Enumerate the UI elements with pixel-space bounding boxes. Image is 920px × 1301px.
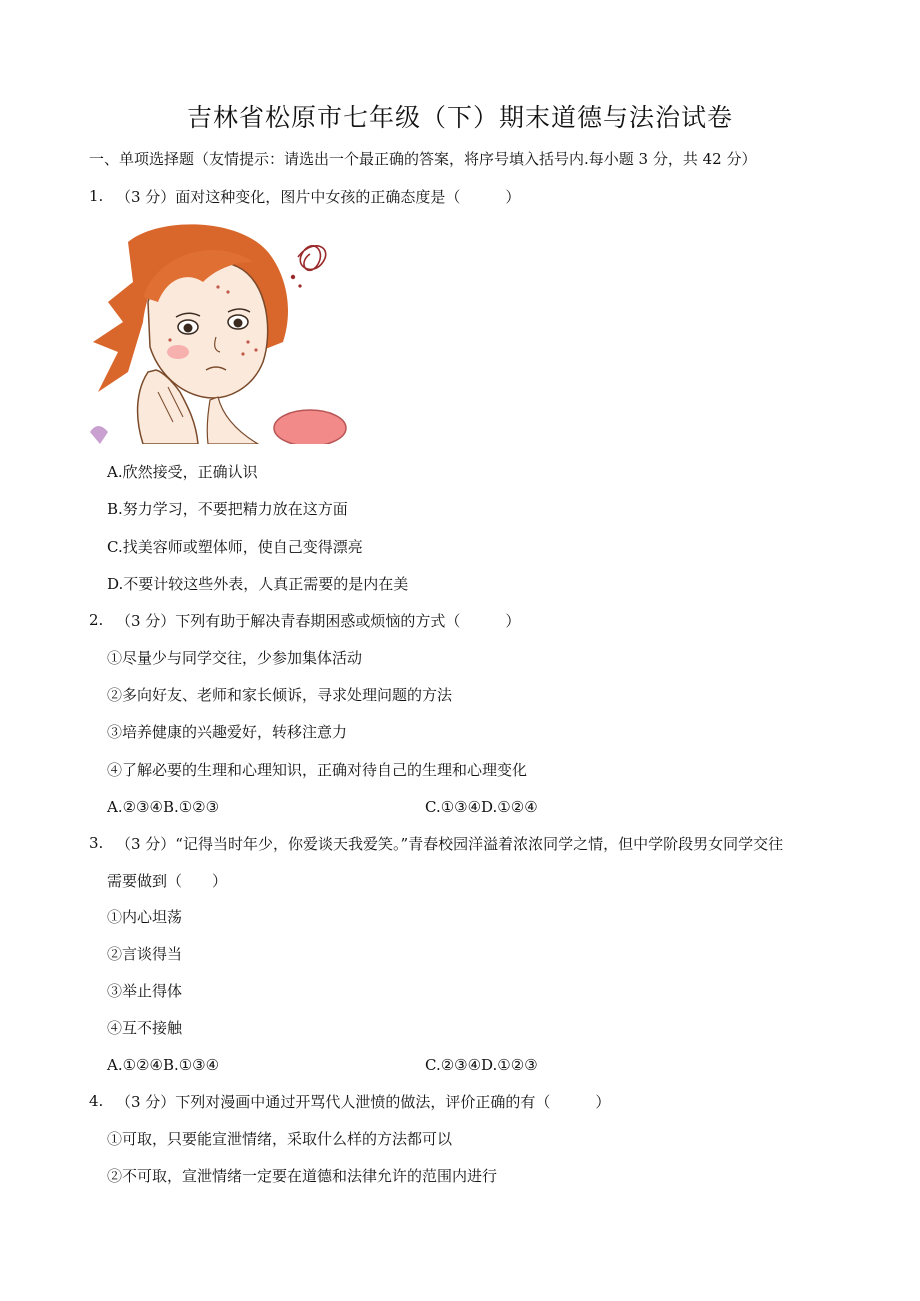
q3-options-right: C.②③④D.①②③	[425, 1056, 538, 1074]
q3-item-4: ④互不接触	[107, 1019, 183, 1037]
q4-item-1: ①可取，只要能宣泄情绪，采取什么样的方法都可以	[107, 1130, 453, 1148]
q1-option-c: C.找美容师或塑体师，使自己变得漂亮	[107, 538, 363, 556]
q3-stem-continued: 需要做到（ ）	[107, 872, 228, 890]
q3-options-left: A.①②④B.①③④	[107, 1056, 220, 1074]
q1-option-a: A.欣然接受，正确认识	[107, 463, 258, 481]
q1-stem: （3 分）面对这种变化，图片中女孩的正确态度是（ ）	[116, 188, 521, 206]
section-heading: 一、单项选择题（友情提示：请选出一个最正确的答案，将序号填入括号内.每小题 3 分，共 42 分）	[89, 150, 757, 168]
q3-item-2: ②言谈得当	[107, 945, 183, 963]
q1-option-b: B.努力学习，不要把精力放在这方面	[107, 500, 348, 518]
q1-option-d: D.不要计较这些外表，人真正需要的是内在美	[107, 575, 409, 593]
q2-options-left: A.②③④B.①②③	[107, 798, 220, 816]
q2-number: 2.	[89, 611, 104, 629]
q3-stem: （3 分）“记得当时年少，你爱谈天我爱笑。”青春校园洋溢着浓浓同学之情，但中学阶段男女同学交往	[116, 835, 784, 853]
q2-item-4: ④了解必要的生理和心理知识，正确对待自己的生理和心理变化	[107, 761, 528, 779]
q3-number: 3.	[89, 834, 104, 852]
q4-item-2: ②不可取，宣泄情绪一定要在道德和法律允许的范围内进行	[107, 1167, 498, 1185]
q3-item-3: ③举止得体	[107, 982, 183, 1000]
q4-stem: （3 分）下列对漫画中通过开骂代人泄愤的做法，评价正确的有（ ）	[116, 1093, 611, 1111]
girl-with-acne-illustration	[88, 222, 350, 444]
q2-options-right: C.①③④D.①②④	[425, 798, 538, 816]
exam-title: 吉林省松原市七年级（下）期末道德与法治试卷	[186, 103, 733, 132]
q3-item-1: ①内心坦荡	[107, 908, 183, 926]
q1-number: 1.	[89, 187, 104, 205]
q4-number: 4.	[89, 1092, 104, 1110]
q2-stem: （3 分）下列有助于解决青春期困惑或烦恼的方式（ ）	[116, 612, 521, 630]
q2-item-2: ②多向好友、老师和家长倾诉，寻求处理问题的方法	[107, 686, 453, 704]
q2-item-1: ①尽量少与同学交往，少参加集体活动	[107, 649, 363, 667]
q2-item-3: ③培养健康的兴趣爱好，转移注意力	[107, 723, 348, 741]
